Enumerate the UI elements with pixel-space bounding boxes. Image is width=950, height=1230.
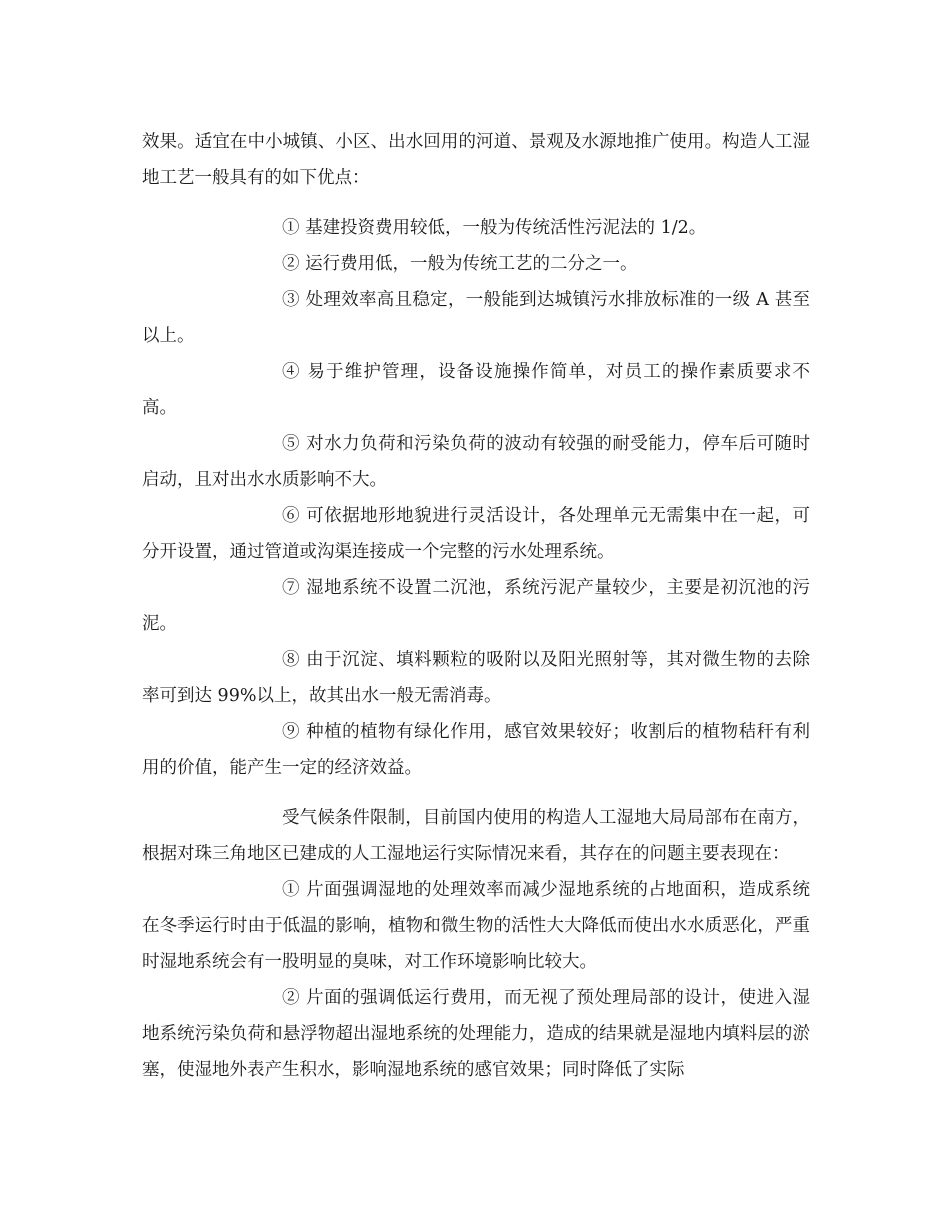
advantage-item-1: ① 基建投资费用较低，一般为传统活性污泥法的 1/2。 xyxy=(282,218,707,238)
problem-item-2: ② 片面的强调低运行费用，而无视了预处理局部的设计，使进入湿地系统污染负荷和悬浮物超出湿地系统的处理能力，造成的结果就是湿地内填料层的淤塞，使湿地外表产生积水，影响湿地系统的感官效果；同时降低了实际 xyxy=(142,988,810,1080)
advantage-item-9: ⑨ 种植的植物有绿化作用，感官效果较好；收割后的植物秸秆有利用的价值，能产生一定的经济效益。 xyxy=(142,722,810,778)
advantage-item-5: ⑤ 对水力负荷和污染负荷的波动有较强的耐受能力，停车后可随时启动，且对出水水质影响不大。 xyxy=(142,434,810,490)
advantage-item-8: ⑧ 由于沉淀、填料颗粒的吸附以及阳光照射等，其对微生物的去除率可到达 99%以上，故其出水一般无需消毒。 xyxy=(142,650,810,706)
problems-intro-paragraph: 受气候条件限制，目前国内使用的构造人工湿地大局局部布在南方，根据对珠三角地区已建成的人工湿地运行实际情况来看，其存在的问题主要表现在： xyxy=(142,808,810,864)
problem-item-1: ① 片面强调湿地的处理效率而减少湿地系统的占地面积，造成系统在冬季运行时由于低温的影响，植物和微生物的活性大大降低而使出水水质恶化，严重时湿地系统会有一股明显的臭味，对工作环境影响比较大。 xyxy=(142,880,810,972)
intro-paragraph: 效果。适宜在中小城镇、小区、出水回用的河道、景观及水源地推广使用。构造人工湿地工艺一般具有的如下优点： xyxy=(142,132,810,188)
advantage-item-4: ④ 易于维护管理，设备设施操作简单，对员工的操作素质要求不高。 xyxy=(142,362,810,418)
advantage-item-3: ③ 处理效率高且稳定，一般能到达城镇污水排放标准的一级 A 甚至以上。 xyxy=(142,290,810,346)
paragraph-gap xyxy=(142,196,810,210)
advantage-item-6: ⑥ 可依据地形地貌进行灵活设计，各处理单元无需集中在一起，可分开设置，通过管道或沟渠连接成一个完整的污水处理系统。 xyxy=(142,506,810,562)
paragraph-gap xyxy=(142,786,810,800)
advantage-item-2: ② 运行费用低，一般为传统工艺的二分之一。 xyxy=(282,254,638,274)
document-body xyxy=(142,124,810,1088)
advantage-item-7: ⑦ 湿地系统不设置二沉池，系统污泥产量较少，主要是初沉池的污泥。 xyxy=(142,578,810,634)
